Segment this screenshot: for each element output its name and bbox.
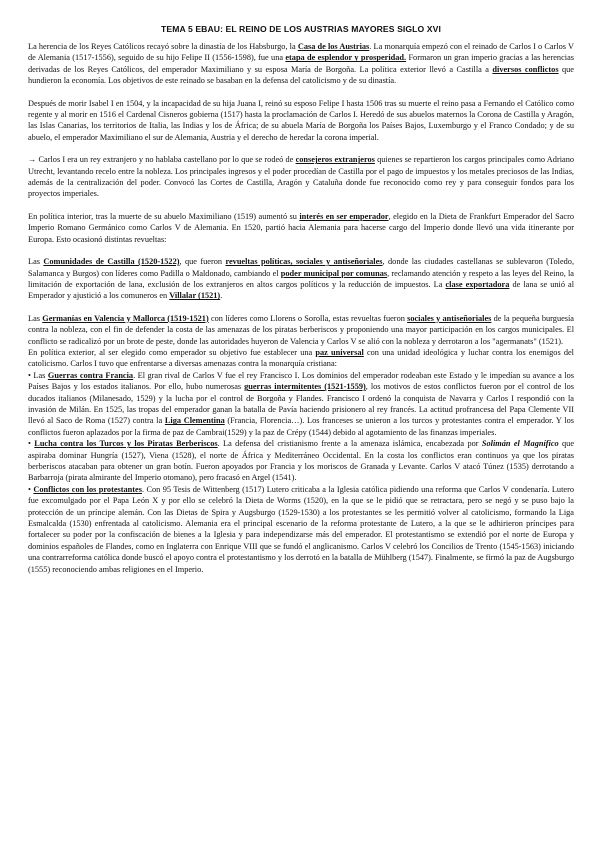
emphasis-text: Carlos I xyxy=(38,155,66,165)
emphasis-text: Comunidades de Castilla (1520-1522) xyxy=(43,257,180,267)
emphasis-text: Casa de los Austrias xyxy=(297,42,370,51)
emphasis-text: revueltas políticas, sociales y antiseñoriales xyxy=(225,257,383,267)
emphasis-text: Dietas de Spira y Augsburgo (1529-1530) xyxy=(176,507,320,517)
body-text: (Francia, Florencia…). Los franceses se unieron a los turcos y protestantes contra el emperador. Y los conflictos fueron aplazados por la firma de xyxy=(28,416,575,437)
emphasis-text: Conflictos con los protestantes xyxy=(33,484,142,494)
emphasis-text: guerras intermitentes (1521-1559) xyxy=(244,382,366,392)
emphasis-text: interés en ser emperador xyxy=(299,211,389,221)
body-text: La herencia de los Reyes Católicos recayó sobre la dinastía de los Habsburgo, la xyxy=(28,42,298,51)
emphasis-text: Guerras contra Francia xyxy=(47,370,134,380)
list-item-guerras-francia xyxy=(28,370,574,438)
emphasis-text: paz universal xyxy=(315,347,364,357)
emphasis-text: política exterior xyxy=(40,347,94,357)
body-text: , tras la muerte de su abuelo Maximiliano (1519) aumentó su xyxy=(91,211,300,221)
body-text: , reclamando atención y respeto a las leyes del Reino, la limitación de exportación de lana, exclusión de los extranjeros en altos cargos políticos y la reducción de impuestos. La xyxy=(28,268,574,289)
body-text: Después de morir Isabel I en 1504, y la incapacidad de su hija Juana I, reinó su esposo Felipe I hasta 1506 tras su muerte el reino pasa a Fernando el Católico como regente y al morir en 1516 el Cardenal Cisneros gobierna (1517) hasta la proclamación de Carlos I. Heredó de sus abuelos maternos la Corona de Castilla y Aragón, las Islas Canarias, los territorios de Italia, las Indias y los de África; de su abuela María de Borgoña los Países Bajos, Luxemburgo y el Franco Condado; y de su abuelo, el emperador Maximiliano el sur de Alemania, Austria y el derecho de heredar la corona imperial. xyxy=(28,98,574,142)
body-text: era un rey xyxy=(65,155,104,165)
body-text: , al ser elegido como emperador su objetivo fue establecer una xyxy=(93,347,316,357)
body-text: con una unidad ideológica y luchar contra los enemigos del catolicismo. Carlos I tuvo que enfrentarse a diversas amenazas contra la monarquía cristiana: xyxy=(28,347,574,369)
body-text: , formando la xyxy=(509,507,559,517)
emphasis-text: Concilios de Trento (1545-1563) xyxy=(431,541,541,551)
body-text: . Carlos V celebró los xyxy=(357,541,432,551)
emphasis-text: 95 Tesis de Wittenberg (1517) xyxy=(162,484,265,494)
emphasis-text: batalla de Pavía xyxy=(243,404,297,414)
emphasis-text: Llorens o Sorolla xyxy=(270,313,329,323)
emphasis-text: volver al catolicismo xyxy=(438,507,510,517)
body-text: iniciando una contrarreforma católica donde buscó el apoyo contra el protestantismo y los derrotó en la xyxy=(28,541,574,563)
body-text: , que fueron xyxy=(179,257,226,267)
body-text: como Carlos V de Alemania. En 1520, partió hacia Alemania para hacerse cargo del Imperio donde llevó una vida itinerante por Europa. Esto ocasionó distintas revueltas: xyxy=(28,223,574,244)
body-text: enfrentada al catolicismo. Alemania era el principal escenario de la reforma protestante de Lutero, a la que se le adhirieron príncipes para fortalecer su poder por la confiscación de bienes a la Iglesia y para independizarse más del emperador. El xyxy=(28,519,575,540)
body-text: , estas revueltas fueron xyxy=(328,313,408,323)
body-text: , elegido en la xyxy=(388,211,439,221)
emphasis-text: batalla de Mühlberg (1547) xyxy=(340,553,431,563)
body-text: • xyxy=(28,439,35,449)
emphasis-text: paz de Augsburgo (1555) xyxy=(28,553,575,574)
paragraph-politica-exterior xyxy=(28,347,574,370)
body-text: • Las xyxy=(28,370,48,380)
emphasis-text: consejeros extranjeros xyxy=(295,155,375,165)
paragraph-casa-austrias xyxy=(28,41,574,87)
body-text: que aspiraba dominar Hungría (1527), Viena (1528), el norte de África y Mediterráneo Occidental. En la costa los conflictos eran continuos ya que los piratas berberiscos atacaban para obtener un gran botín. Fueron apoyados por Francia y los moriscos de Granada y Levante. Carlos V atacó Túnez (1535) derrotando a Barbarroja (pirata almirante del Imperio otomano), pero fracasó en Argel (1541). xyxy=(28,439,575,483)
body-text: . Finalmente, se firmó la xyxy=(430,553,515,563)
emphasis-text: Dieta de Worms (1520) xyxy=(245,496,326,506)
emphasis-text: Saco de Roma (1527) xyxy=(56,416,131,426)
emphasis-text: Lucha contra los Turcos y los Piratas Berberiscos xyxy=(34,439,218,449)
body-text: y no hablaba castellano por lo que se rodeó de xyxy=(136,155,296,165)
body-text: que hundieron la economía. Los objetivos de este reinado se basaban en la defensa del catolicismo y de su dinastía. xyxy=(28,64,574,86)
body-text: por el Papa León X y por ello se celebró la xyxy=(86,496,246,506)
body-text: , los motivos de estos conflictos fueron por el control de los ducados italianos (Milanesado, 1529) y la lucha por el control de Borgoña y Flandes. Francisco I ordenó la conquista de Navarra y Carlos I respondió con la invasión de Milán. En xyxy=(28,382,575,414)
body-text: reconociendo ambas religiones en el Imperio. xyxy=(50,564,204,574)
body-text: , cambiando el xyxy=(229,268,281,278)
body-text: En xyxy=(28,211,40,221)
body-text: . El gran rival de Carlos V fue el rey Francisco I. Los dominios del emperador rodeaban este Estado y le impedían su avance a los Países Bajos y los estados italianos. Por ello, hubo numerosas xyxy=(28,370,574,392)
emphasis-text: Liga Esmalcalda (1530) xyxy=(28,507,574,529)
emphasis-text: protestantismo se extendió xyxy=(395,530,487,540)
body-text: Formaron un gran imperio gracias a las herencias derivadas de los Reyes Católicos, del emperador Maximiliano y su esposa María de Borgoña. La política exterior llevó a Castilla a xyxy=(28,53,574,74)
body-text: y ajustició a los comuneros en xyxy=(64,291,170,301)
emphasis-text: anglicanismo xyxy=(312,541,358,551)
body-text: a los protestantes se les permitió xyxy=(319,507,439,517)
emphasis-text: clase exportadora xyxy=(445,279,510,289)
emphasis-text: Padilla o Maldonado xyxy=(160,268,230,278)
paragraph-carlos-extranjero xyxy=(28,154,574,200)
emphasis-text: Dieta de Frankfurt Emperador del Sacro Imperio Romano Germánico xyxy=(28,211,574,233)
paragraph-politica-interior xyxy=(28,211,574,245)
emphasis-text: poder municipal por comunas xyxy=(280,268,388,278)
body-text: quienes se repartieron los cargos principales como Adriano Utrecht, levantando recelo entre la nobleza. Los principales ingresos y el poder procedían de Castilla por el pago de impuestos y los metales preciosos de las Indias, además de la centralización del poder. Convocó las Cortes de Castilla, Aragón y Cataluña donde fue reconocido como rey y para conseguir fondos para los proyectos imperiales. xyxy=(28,155,574,199)
emphasis-text: Liga Clementina xyxy=(164,416,225,426)
emphasis-text: etapa de esplendor y prosperidad. xyxy=(285,53,407,63)
emphasis-text: excomulgado xyxy=(41,496,87,506)
paragraph-herencia-carlos xyxy=(28,98,574,144)
paragraph-comunidades xyxy=(28,256,574,302)
emphasis-text: la paz de Crépy (1544) xyxy=(254,427,331,437)
body-text: • xyxy=(28,484,34,494)
body-text: . La defensa del cristianismo frente a la amenaza islámica, encabezada por xyxy=(217,439,482,449)
emphasis-text: extranjero xyxy=(103,155,137,165)
emphasis-text: política interior xyxy=(39,211,92,221)
body-text: → xyxy=(28,155,39,165)
emphasis-text: sociales y antiseñoriales xyxy=(407,313,492,323)
emphasis-text: 1525 xyxy=(105,404,123,414)
body-text: de la pequeña burguesía contra la nobleza, con el fin de defender la costa de las amenazas de los piratas berberiscos y proponiendo una mayor participación en los cargos municipales. El conflicto se radicalizó por un brote de peste, donde las autoridades huyeron de Valencia y Carlos V se alió con la nobleza y derrotaron a los "agermanats" (1521). xyxy=(28,313,574,346)
emphasis-text: paz de Cambrai(1529) xyxy=(172,427,247,437)
body-text: . Con xyxy=(141,484,163,494)
emphasis-text: Germanías en Valencia y Mallorca (1519-1521) xyxy=(42,313,209,323)
body-text: , en la que se le pidió que se retractara, pero se negó y se puso bajo la protección de un príncipe alemán. Con las xyxy=(28,496,574,517)
emphasis-text: unió al Emperador xyxy=(28,279,575,301)
list-item-turcos-berberiscos xyxy=(28,438,574,484)
body-text: Las xyxy=(28,313,43,323)
body-text: haciendo prisionero al rey francés. La actitud profrancesa del Papa Clemente VII llevó al xyxy=(28,404,574,426)
body-text: debido al agotamiento de las finanzas imperiales. xyxy=(330,427,497,437)
body-text: En xyxy=(28,347,41,357)
body-text: Las xyxy=(28,257,44,267)
emphasis-text: Solimán el Magnífico xyxy=(481,439,559,449)
body-text: de lana se xyxy=(509,279,551,289)
paragraph-germanias xyxy=(28,313,574,347)
body-text: , donde las ciudades castellanas se sublevaron (Toledo, Salamanca y Burgos) con líderes como xyxy=(28,257,575,278)
list-item-protestantes xyxy=(28,484,574,575)
body-text: con líderes como xyxy=(208,313,271,323)
body-text: Lutero criticaba a la Iglesia católica pidiendo una reforma que Carlos V condenaría. Lutero fue xyxy=(28,484,574,506)
body-text: . xyxy=(220,291,223,301)
body-text: , las tropas del emperador ganan la xyxy=(122,404,244,414)
body-text: y xyxy=(246,427,255,437)
emphasis-text: Villalar (1521) xyxy=(169,291,221,301)
page-title: TEMA 5 EBAU: EL REINO DE LOS AUSTRIAS MAYORES SIGLO XVI xyxy=(161,24,441,34)
body-text: contra la xyxy=(130,416,165,426)
body-text: por el norte de Europa y dominios españoles de Flandes, como en Inglaterra con Enrique VIII que se fundó el xyxy=(28,530,574,551)
emphasis-text: diversos conflictos xyxy=(492,64,559,74)
body-text: . La monarquía empezó con el reinado de Carlos I o Carlos V de Alemania (1517-1556), seguido de su hijo Felipe II (1556-1598), fue una xyxy=(28,42,574,63)
